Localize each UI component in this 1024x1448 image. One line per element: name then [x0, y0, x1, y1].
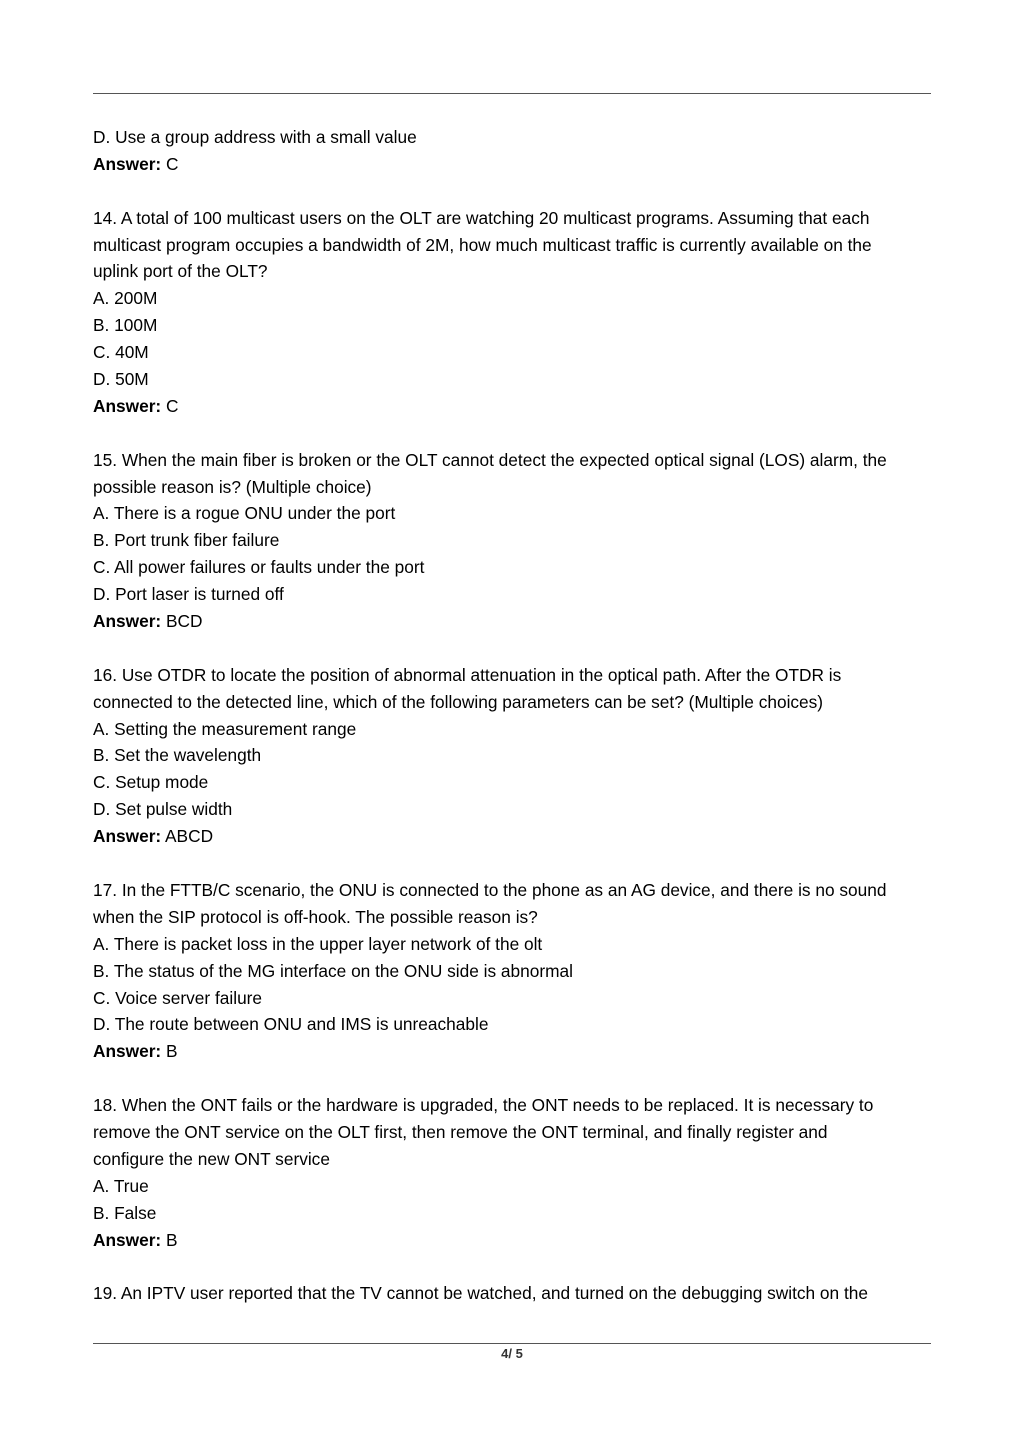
- question-18: [93, 1092, 933, 1253]
- answer-label: Answer:: [93, 1041, 162, 1062]
- answer: [93, 608, 933, 635]
- page-number: [0, 1346, 1024, 1361]
- page-content: [93, 124, 933, 1307]
- spacer: [93, 178, 933, 205]
- page-separator: /: [508, 1346, 516, 1361]
- answer-value: BCD: [161, 611, 203, 632]
- prev-answer: [93, 151, 933, 178]
- option-d: D. 50M: [93, 369, 149, 390]
- option-c: C. Voice server failure: [93, 987, 263, 1008]
- option-a: A. Setting the measurement range: [93, 718, 357, 739]
- spacer: [93, 1253, 933, 1280]
- option-a: A. There is packet loss in the upper layer network of the olt: [93, 933, 543, 954]
- current-page: 4: [501, 1346, 509, 1361]
- option-a: A. 200M: [93, 288, 158, 309]
- question-15: [93, 447, 933, 635]
- prev-option-d: D. Use a group address with a small value: [93, 127, 417, 147]
- option-d: D. Port laser is turned off: [93, 584, 284, 605]
- answer-label: Answer:: [93, 153, 162, 174]
- option-a: A. True: [93, 1175, 149, 1196]
- total-pages: 5: [515, 1346, 523, 1361]
- question-text-line: 18. When the ONT fails or the hardware is upgraded, the ONT needs to be replaced. It is necessary to: [93, 1095, 874, 1116]
- option-b: B. Port trunk fiber failure: [93, 530, 280, 551]
- answer: [93, 393, 933, 420]
- option-c: C. Setup mode: [93, 772, 209, 793]
- option-c: C. All power failures or faults under the port: [93, 557, 425, 578]
- header-rule: [93, 93, 931, 94]
- question-14: [93, 205, 933, 420]
- question-text-line: uplink port of the OLT?: [93, 261, 268, 282]
- question-text-line: remove the ONT service on the OLT first, then remove the ONT terminal, and finally register and: [93, 1121, 828, 1142]
- answer-value: C: [161, 153, 179, 174]
- answer: [93, 1227, 933, 1254]
- option-b: B. The status of the MG interface on the ONU side is abnormal: [93, 960, 573, 981]
- question-17: [93, 877, 933, 1065]
- question-text-line: connected to the detected line, which of the following parameters can be set? (Multiple choices): [93, 691, 824, 712]
- question-text-line: when the SIP protocol is off-hook. The possible reason is?: [93, 906, 538, 927]
- question-text-line: possible reason is? (Multiple choice): [93, 476, 372, 497]
- option-b: B. 100M: [93, 315, 158, 336]
- option-b: B. False: [93, 1202, 157, 1223]
- question-text-line: 15. When the main fiber is broken or the OLT cannot detect the expected optical signal (LOS) alarm, the: [93, 449, 887, 470]
- spacer: [93, 850, 933, 877]
- question-text-line: configure the new ONT service: [93, 1148, 330, 1169]
- option-d: D. The route between ONU and IMS is unreachable: [93, 1014, 489, 1035]
- answer-value: C: [161, 395, 179, 416]
- option-a: A. There is a rogue ONU under the port: [93, 503, 396, 524]
- question-text-line: 16. Use OTDR to locate the position of abnormal attenuation in the optical path. After the OTDR is: [93, 664, 842, 685]
- spacer: [93, 1065, 933, 1092]
- question-text-line: multicast program occupies a bandwidth of 2M, how much multicast traffic is currently available on the: [93, 234, 872, 255]
- question-text-line: 17. In the FTTB/C scenario, the ONU is connected to the phone as an AG device, and there is no sound: [93, 879, 887, 900]
- answer: [93, 1038, 933, 1065]
- answer: [93, 823, 933, 850]
- answer-value: B: [161, 1229, 178, 1250]
- option-c: C. 40M: [93, 342, 149, 363]
- option-b: B. Set the wavelength: [93, 745, 262, 766]
- answer-label: Answer:: [93, 611, 162, 632]
- spacer: [93, 420, 933, 447]
- answer-label: Answer:: [93, 395, 162, 416]
- question-text-line: 14. A total of 100 multicast users on the OLT are watching 20 multicast programs. Assuming that each: [93, 207, 870, 228]
- answer-value: ABCD: [161, 826, 214, 847]
- spacer: [93, 635, 933, 662]
- answer-label: Answer:: [93, 1229, 162, 1250]
- question-16: [93, 662, 933, 850]
- answer-value: B: [161, 1041, 178, 1062]
- answer-label: Answer:: [93, 826, 162, 847]
- question-19-start: 19. An IPTV user reported that the TV cannot be watched, and turned on the debugging switch on the: [93, 1283, 868, 1304]
- option-d: D. Set pulse width: [93, 799, 233, 820]
- footer-rule: [93, 1343, 931, 1344]
